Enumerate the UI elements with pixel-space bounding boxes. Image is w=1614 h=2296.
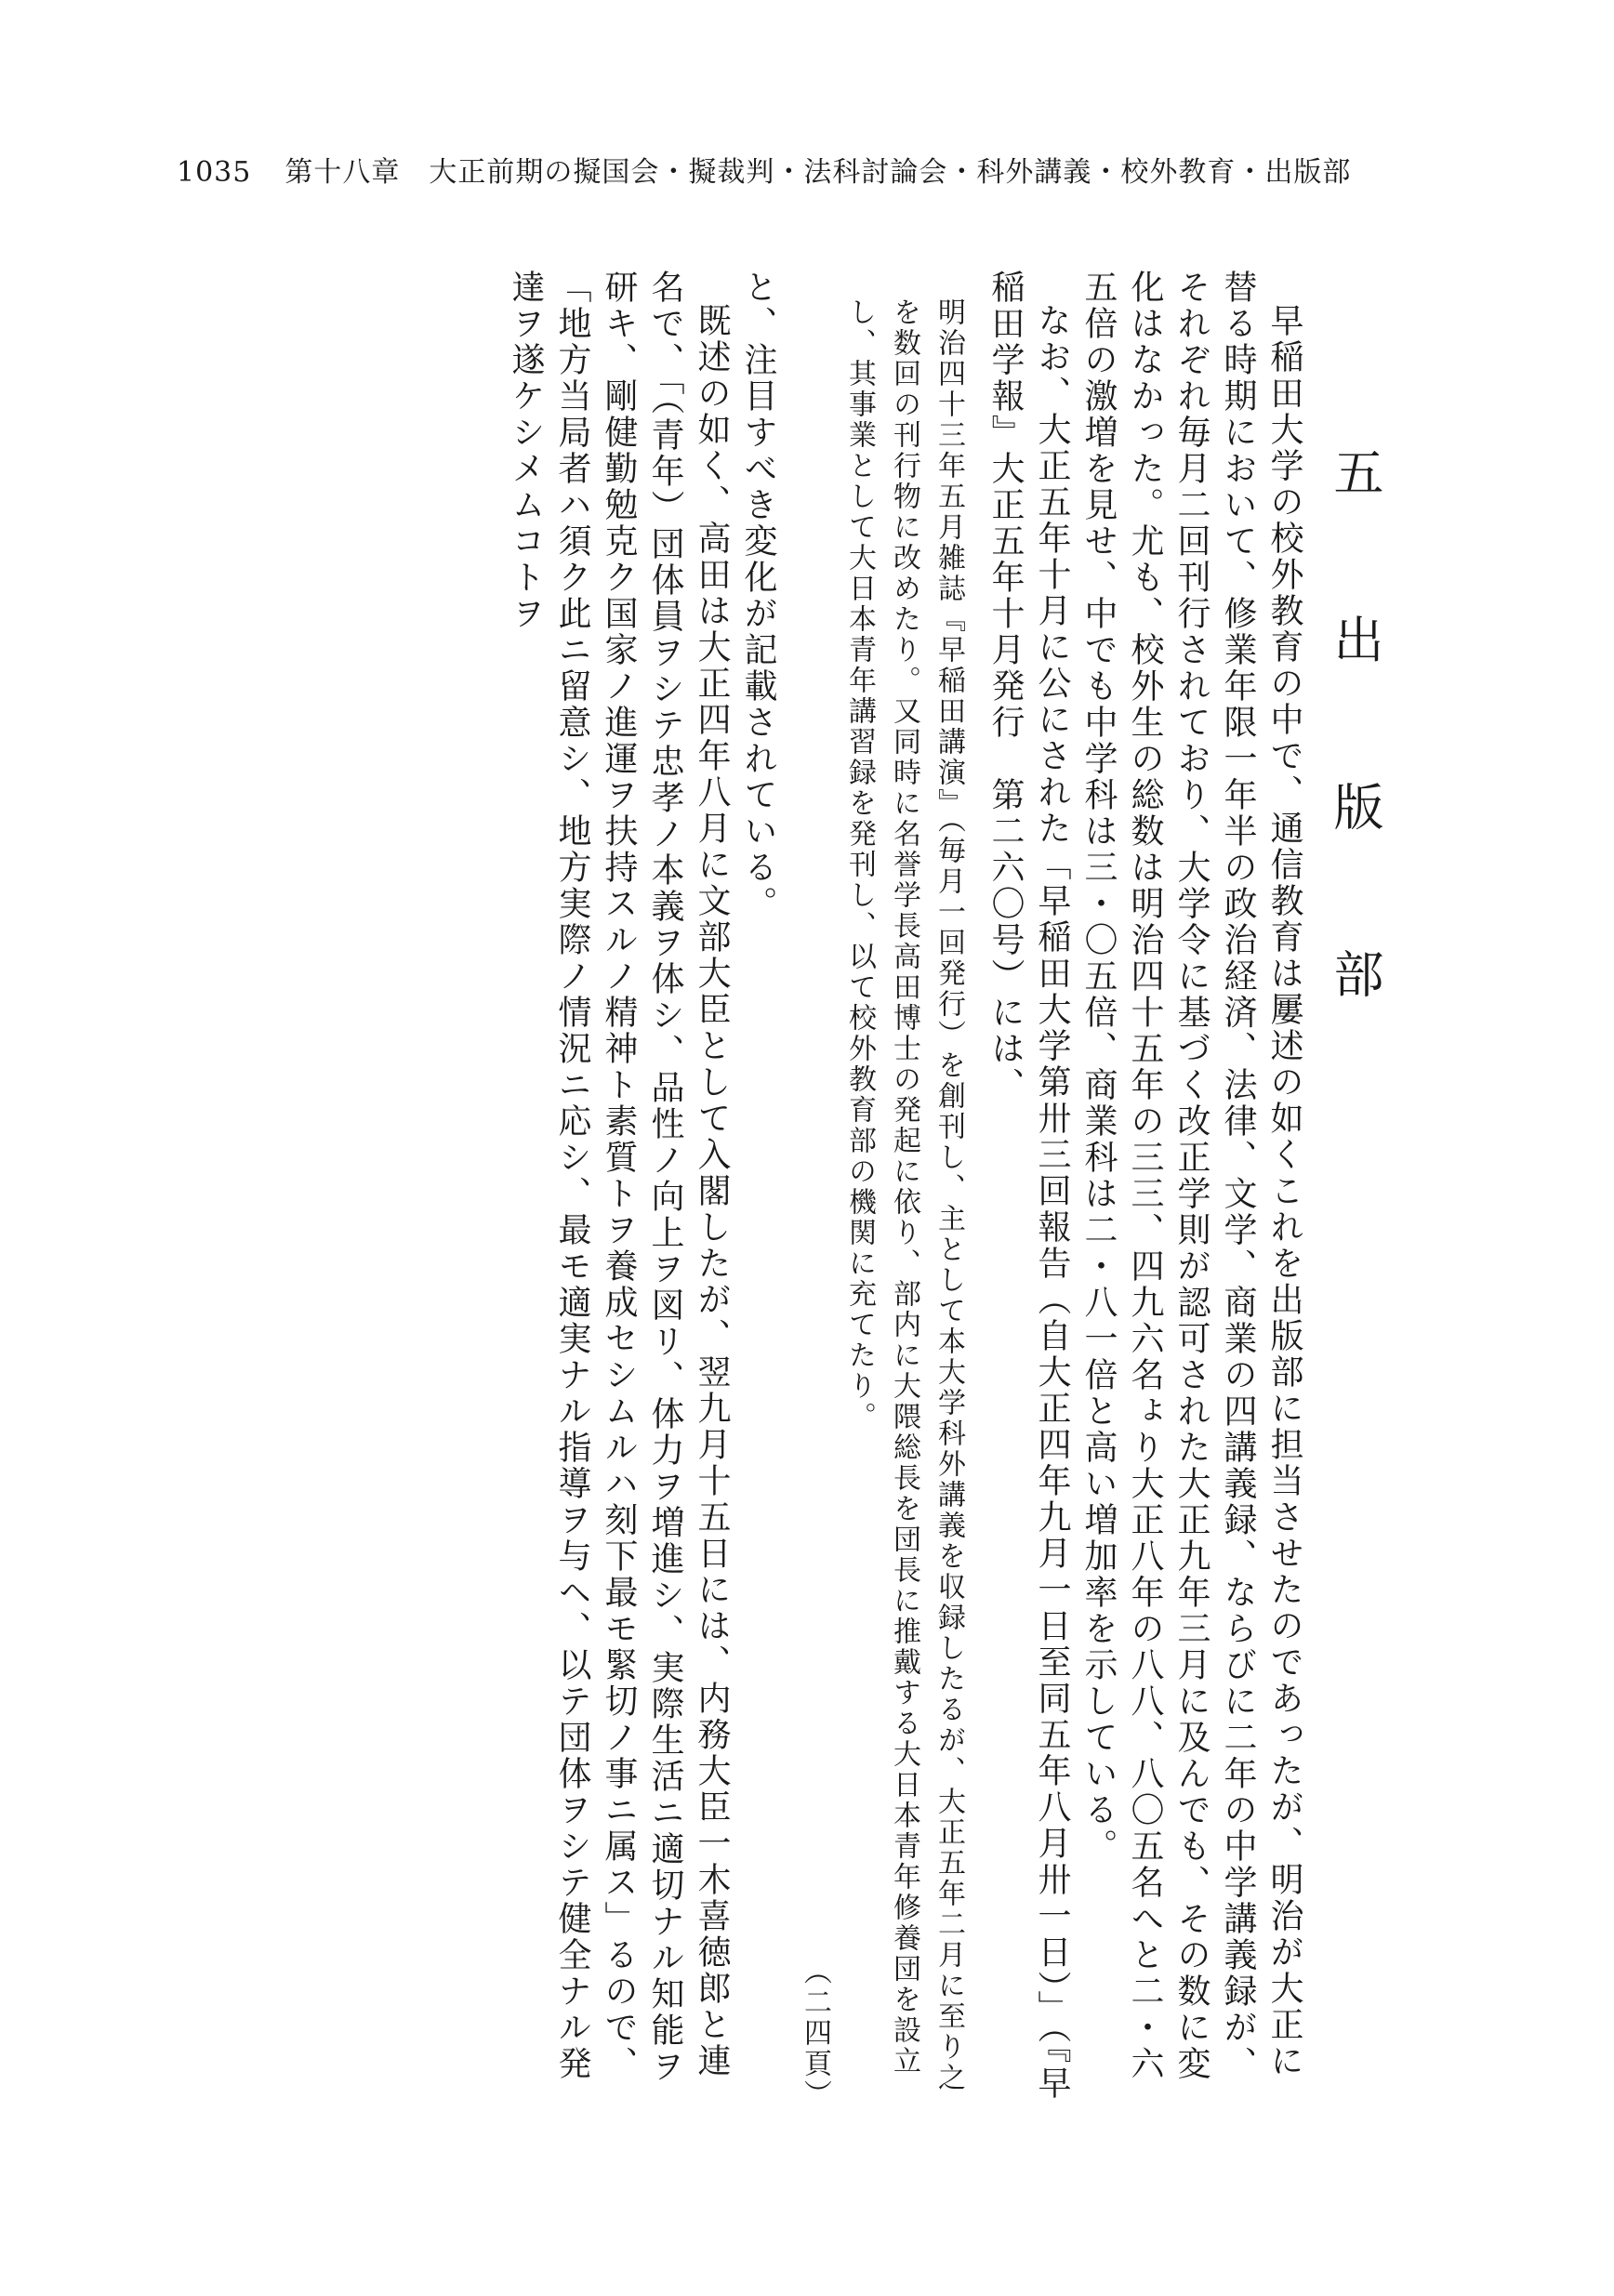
paragraph-注目: と、注目すべき変化が記載されている。 (739, 270, 777, 922)
running-header (177, 149, 1351, 190)
paragraph-既述: 既述の如く、高田は大正四年八月に文部大臣として入閣したが、翌九月十五日には、内務大臣一木喜徳郎と連名で、「（青年）団体員ヲシテ忠孝ノ本義ヲ体シ、品性ノ向上ヲ図リ、体力ヲ増進シ、実際生活ニ適切ナル知能ヲ研キ、剛健勤勉克ク国家ノ進運ヲ扶持スルノ精神ト素質トヲ養成セシムルハ刻下最モ緊切ノ事ニ属ス」るので、「地方当局者ハ須ク此ニ留意シ、地方実際ノ情況ニ応シ、最モ適実ナル指導ヲ与ヘ、以テ団体ヲシテ健全ナル発達ヲ遂ケシメムコトヲ (507, 270, 731, 2085)
body-text (502, 270, 1307, 2110)
quote-citation: （二四頁） (799, 1957, 831, 2110)
quote-text: 明治四十三年五月雑誌『早稲田講演』（毎月一回発行）を創刊し、主として本大学科外講義を収録したるが、大正五年二月に至り之を数回の刊行物に改めたり。又同時に名誉学長高田博士の発起に依り、部内に大隈総長を団長に推戴する大日本青年修養団を設立し、其事業として大日本青年講習録を発刊し、以て校外教育部の機関に充てたり。 (843, 297, 965, 2093)
page-number: 1035 (177, 156, 252, 189)
paragraph-報告: なお、大正五年十月に公にされた「早稲田大学第卅三回報告（自大正四年九月一日至同五年八月卅一日）」（『早稲田学報』大正五年十月発行 第二六〇号）には、 (986, 270, 1071, 2102)
block-quote (792, 297, 971, 2110)
section-heading: 五 出 版 部 (1326, 446, 1384, 1032)
paragraph-校外教育: 早稲田大学の校外教育の中で、通信教育は屢述の如くこれを出版部に担当させたのであったが、明治が大正に替る時期において、修業年限一年半の政治経済、法律、文学、商業の四講義録、ならびに二年の中学講義録が、それぞれ毎月二回刊行されており、大学令に基づく改正学則が認可された大正九年三月に及んでも、その数に変化はなかった。尤も、校外生の総数は明治四十五年の三三、四九六名ょり大正八年の八八、八〇五名へと二・六五倍の激増を見せ、中でも中学科は三・〇五倍、商業科は二・八一倍と高い増加率を示している。 (1079, 270, 1303, 2082)
chapter-title: 第十八章 大正前期の擬国会・擬裁判・法科討論会・科外講義・校外教育・出版部 (284, 156, 1352, 189)
